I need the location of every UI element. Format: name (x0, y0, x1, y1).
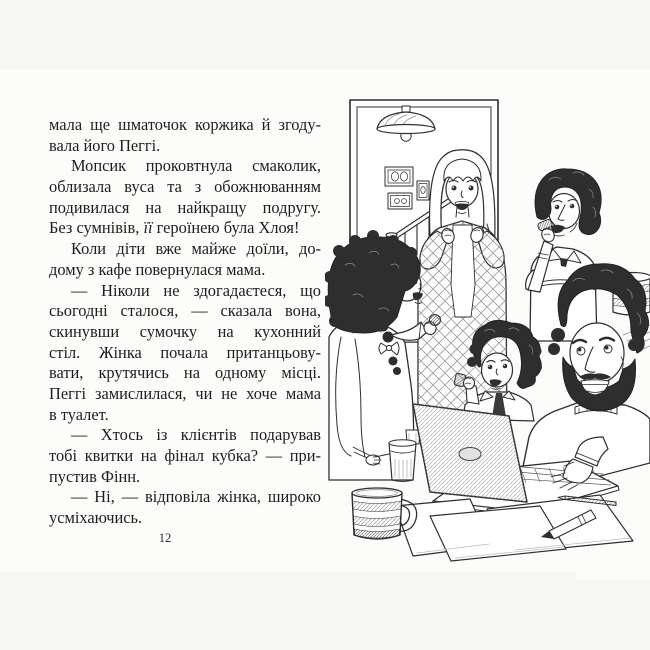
page-top-shade (0, 0, 650, 70)
text-line: — Ні, — відповіла жінка, широко (71, 487, 321, 507)
text-line: — Хтось із клієнтів подарував (71, 425, 321, 445)
text-line: Пеггі замислилася, чи не хоче мама (49, 383, 321, 403)
text-line: вала його Пеггі. (49, 135, 161, 155)
text-line: скинувши сумочку на кухонний (49, 321, 321, 341)
text-line: Без сумнівів, її героїнею була Хлоя! (49, 218, 300, 238)
text-line: Коли діти вже майже доїли, до- (71, 239, 321, 259)
page-number: 12 (158, 531, 172, 545)
text-line: тобі квитки на фінал кубка? — при- (49, 446, 321, 465)
text-line: Мопсик проковтнула смаколик, (71, 156, 321, 176)
text-line: стіл. Жінка почала пританцьову- (49, 342, 321, 362)
page-bottom-shade (0, 572, 650, 650)
text-line: облизала вуса та з обожнюванням (49, 177, 321, 197)
text-line: в туалет. (49, 404, 109, 424)
body-text (49, 115, 321, 529)
text-line: вати, крутячись на одному місці. (49, 363, 321, 383)
text-line: подивилася на найкращу подругу. (49, 197, 321, 217)
text-line: — Ніколи не здогадаєтеся, що (71, 280, 321, 300)
text-line: пустив Фінн. (49, 466, 141, 486)
book-illustration (325, 85, 650, 580)
text-line: усміхаючись. (49, 508, 143, 528)
text-line: дому з кафе повернулася мама. (49, 259, 266, 279)
text-line: мала ще шматочок коржика й згоду- (49, 115, 321, 134)
text-line: сьогодні сталося, — сказала вона, (49, 301, 321, 321)
